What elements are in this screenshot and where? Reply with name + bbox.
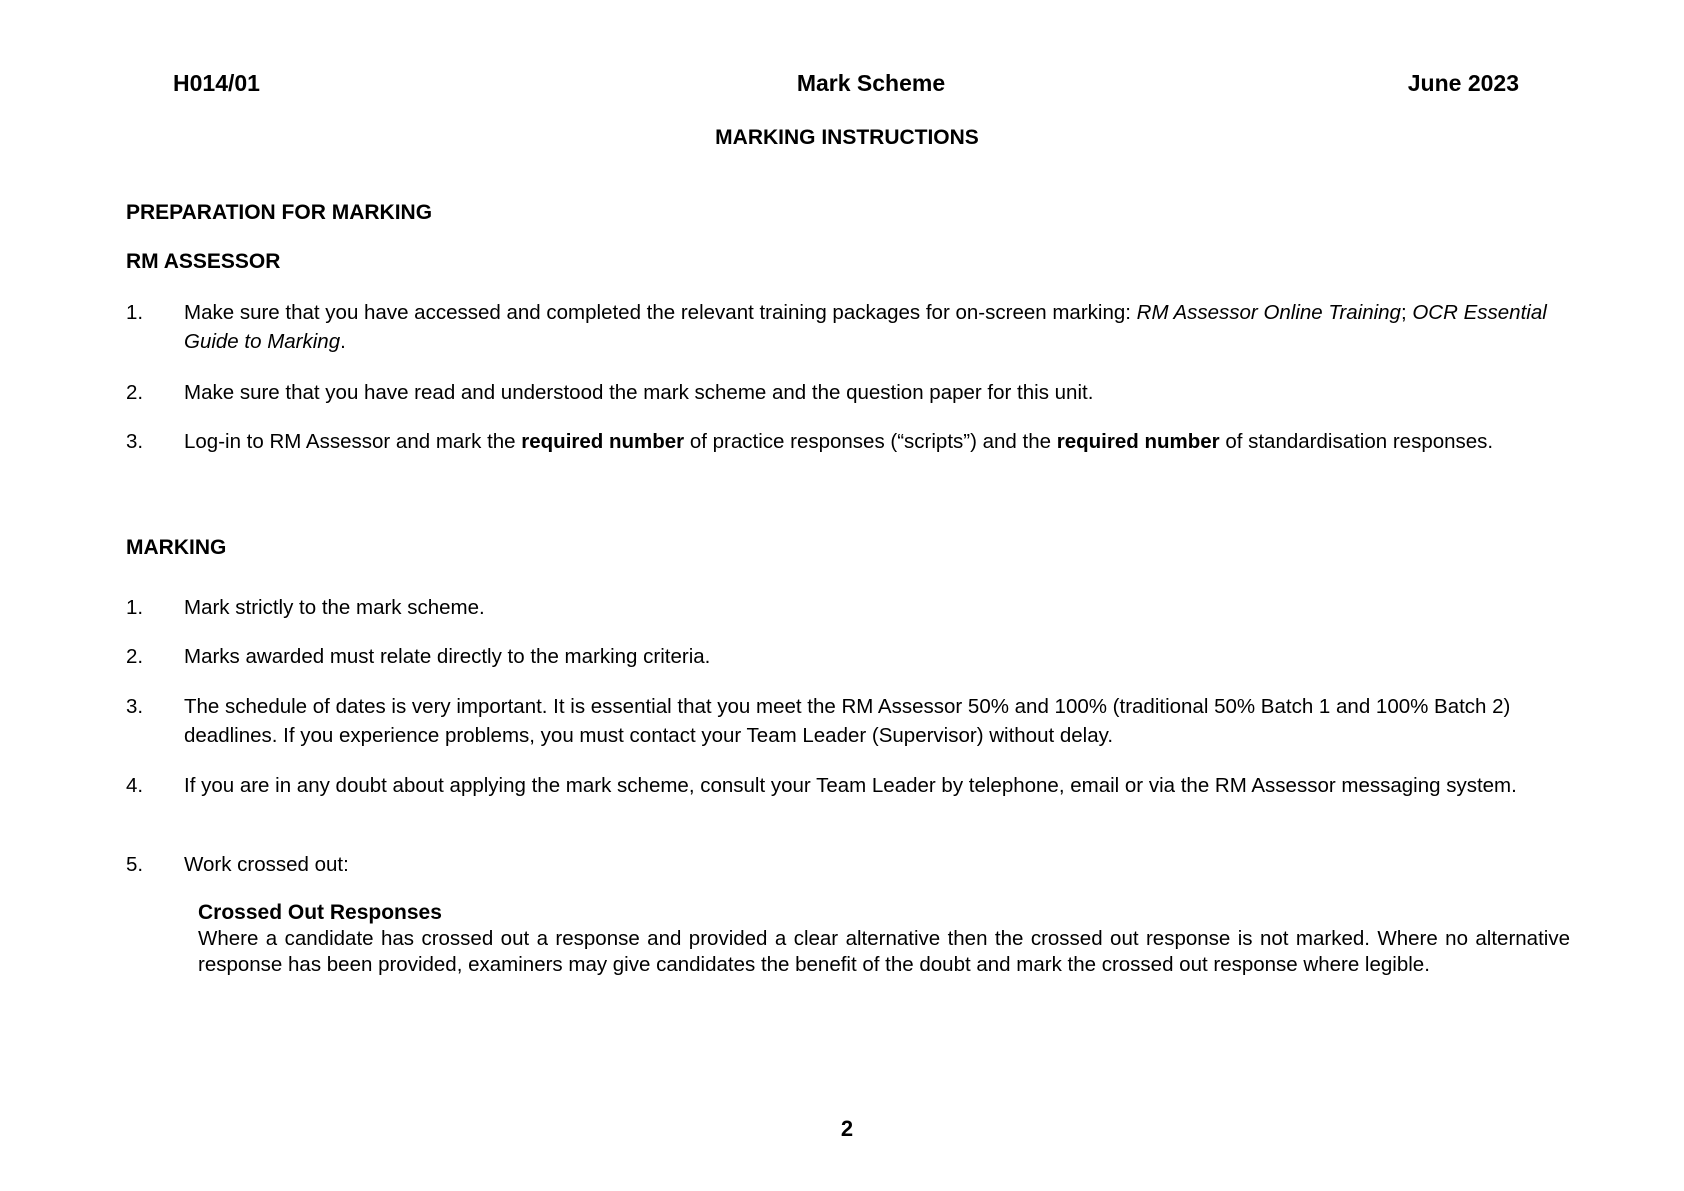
crossed-out-body: Where a candidate has crossed out a response and provided a clear alternative then the crossed out response is not marked. Where no alternative response has been provided, examiners may give candidates the benefit of the doubt and mark the crossed out response where legible. [198, 927, 1570, 976]
list-number: 1. [126, 596, 144, 619]
list-number: 3. [126, 695, 144, 718]
header-date: June 2023 [1407, 70, 1519, 96]
list-number: 1. [126, 301, 144, 324]
list-text: Log-in to RM Assessor and mark the required number of practice responses (“scripts”) and the required number of standardisation responses. [184, 430, 1494, 453]
section-subheading-rm-assessor: RM ASSESSOR [126, 250, 281, 273]
marking-item-2 [126, 642, 1566, 671]
header-code: H014/01 [173, 70, 260, 96]
marking-item-4 [126, 771, 1566, 800]
list-number: 2. [126, 381, 144, 404]
list-number: 5. [126, 853, 144, 876]
list-text: Marks awarded must relate directly to the marking criteria. [184, 645, 711, 668]
crossed-out-title: Crossed Out Responses [198, 901, 442, 924]
page-title: MARKING INSTRUCTIONS [715, 126, 979, 149]
list-text: Mark strictly to the mark scheme. [184, 596, 485, 619]
page-number: 2 [840, 1116, 854, 1141]
list-text: Work crossed out: [184, 853, 349, 876]
list-text: Make sure that you have accessed and completed the relevant training packages for on-screen marking: RM Assessor Online Training; OCR Essential Guide to Marking. [184, 301, 1547, 353]
section-heading-marking: MARKING [126, 536, 227, 559]
list-text: If you are in any doubt about applying the mark scheme, consult your Team Leader by telephone, email or via the RM Assessor messaging system. [184, 774, 1517, 797]
prep-item-2 [126, 378, 1566, 407]
list-text: Make sure that you have read and understood the mark scheme and the question paper for this unit. [184, 381, 1094, 404]
prep-item-1 [126, 298, 1566, 356]
prep-item-3 [126, 427, 1566, 456]
list-number: 4. [126, 774, 144, 797]
crossed-out-note [198, 900, 1570, 978]
list-number: 2. [126, 645, 144, 668]
list-text: The schedule of dates is very important. It is essential that you meet the RM Assessor 50% and 100% (traditional 50% Batch 1 and 100% Batch 2) deadlines. If you experience problems, you must contact your Team Leader (Supervisor) without delay. [184, 695, 1511, 747]
header-doc-title: Mark Scheme [796, 70, 946, 96]
marking-item-5 [126, 850, 1566, 879]
section-heading-preparation: PREPARATION FOR MARKING [126, 201, 433, 224]
marking-item-3 [126, 692, 1566, 750]
list-number: 3. [126, 430, 144, 453]
marking-item-1 [126, 593, 1566, 622]
